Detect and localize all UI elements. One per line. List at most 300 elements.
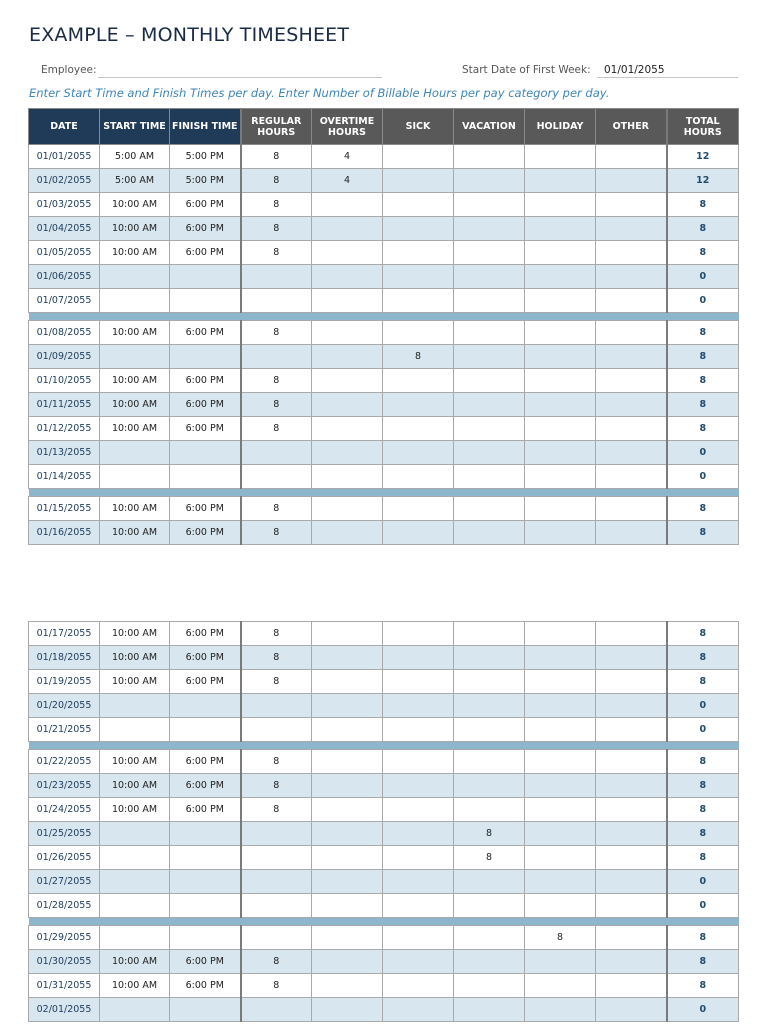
- regular-hours-cell[interactable]: [241, 926, 312, 950]
- start-time-cell[interactable]: [100, 718, 170, 742]
- holiday-cell[interactable]: [525, 694, 596, 718]
- start-time-cell[interactable]: 10:00 AM: [100, 750, 170, 774]
- vacation-cell[interactable]: [454, 750, 525, 774]
- overtime-hours-cell[interactable]: [312, 670, 383, 694]
- regular-hours-cell[interactable]: 8: [241, 145, 312, 169]
- finish-time-cell[interactable]: 6:00 PM: [170, 774, 241, 798]
- regular-hours-cell[interactable]: 8: [241, 193, 312, 217]
- holiday-cell[interactable]: [525, 369, 596, 393]
- other-cell[interactable]: [596, 974, 667, 998]
- regular-hours-cell[interactable]: 8: [241, 750, 312, 774]
- vacation-cell[interactable]: [454, 774, 525, 798]
- start-time-cell[interactable]: 10:00 AM: [100, 798, 170, 822]
- finish-time-cell[interactable]: 6:00 PM: [170, 974, 241, 998]
- start-time-cell[interactable]: 5:00 AM: [100, 169, 170, 193]
- regular-hours-cell[interactable]: [241, 870, 312, 894]
- table-row: [29, 670, 739, 694]
- date-cell: 01/22/2055: [29, 750, 100, 774]
- finish-time-cell[interactable]: [170, 822, 241, 846]
- regular-hours-cell[interactable]: 8: [241, 321, 312, 345]
- overtime-hours-cell[interactable]: [312, 217, 383, 241]
- vacation-cell[interactable]: [454, 521, 525, 545]
- overtime-hours-cell[interactable]: [312, 622, 383, 646]
- regular-hours-cell[interactable]: 8: [241, 497, 312, 521]
- vacation-cell[interactable]: [454, 670, 525, 694]
- vacation-cell[interactable]: [454, 217, 525, 241]
- holiday-cell[interactable]: [525, 846, 596, 870]
- total-hours-cell: 8: [667, 622, 739, 646]
- vacation-cell[interactable]: [454, 998, 525, 1022]
- regular-hours-cell[interactable]: [241, 465, 312, 489]
- holiday-cell[interactable]: [525, 217, 596, 241]
- sick-cell[interactable]: [383, 217, 454, 241]
- holiday-cell[interactable]: [525, 670, 596, 694]
- other-cell[interactable]: [596, 289, 667, 313]
- holiday-cell[interactable]: [525, 345, 596, 369]
- holiday-cell[interactable]: [525, 750, 596, 774]
- overtime-hours-cell[interactable]: [312, 417, 383, 441]
- total-hours-cell: 0: [667, 465, 739, 489]
- holiday-cell[interactable]: [525, 822, 596, 846]
- vacation-cell[interactable]: [454, 622, 525, 646]
- vacation-cell[interactable]: [454, 169, 525, 193]
- regular-hours-cell[interactable]: [241, 998, 312, 1022]
- other-cell[interactable]: [596, 670, 667, 694]
- overtime-hours-cell[interactable]: [312, 822, 383, 846]
- employee-field[interactable]: [98, 77, 382, 78]
- finish-time-cell[interactable]: 6:00 PM: [170, 193, 241, 217]
- total-hours-cell: 8: [667, 369, 739, 393]
- finish-time-cell[interactable]: 6:00 PM: [170, 217, 241, 241]
- header-date: DATE: [29, 109, 100, 145]
- table-row: [29, 694, 739, 718]
- finish-time-cell[interactable]: 6:00 PM: [170, 521, 241, 545]
- regular-hours-cell[interactable]: 8: [241, 798, 312, 822]
- other-cell[interactable]: [596, 465, 667, 489]
- vacation-cell[interactable]: [454, 321, 525, 345]
- start-date-underline: [597, 77, 738, 78]
- regular-hours-cell[interactable]: [241, 265, 312, 289]
- start-time-cell[interactable]: 10:00 AM: [100, 369, 170, 393]
- table-row: [29, 774, 739, 798]
- date-cell: 01/17/2055: [29, 622, 100, 646]
- finish-time-cell[interactable]: 5:00 PM: [170, 145, 241, 169]
- finish-time-cell[interactable]: 6:00 PM: [170, 417, 241, 441]
- sick-cell[interactable]: [383, 774, 454, 798]
- start-time-cell[interactable]: 10:00 AM: [100, 646, 170, 670]
- start-time-cell[interactable]: 10:00 AM: [100, 950, 170, 974]
- sick-cell[interactable]: [383, 265, 454, 289]
- holiday-cell[interactable]: [525, 169, 596, 193]
- sick-cell[interactable]: [383, 241, 454, 265]
- start-time-cell[interactable]: 10:00 AM: [100, 393, 170, 417]
- start-time-cell[interactable]: [100, 870, 170, 894]
- table-row: [29, 822, 739, 846]
- other-cell[interactable]: [596, 870, 667, 894]
- sick-cell[interactable]: [383, 289, 454, 313]
- overtime-hours-cell[interactable]: [312, 321, 383, 345]
- overtime-hours-cell[interactable]: [312, 870, 383, 894]
- other-cell[interactable]: [596, 441, 667, 465]
- finish-time-cell[interactable]: [170, 289, 241, 313]
- holiday-cell[interactable]: [525, 265, 596, 289]
- regular-hours-cell[interactable]: 8: [241, 393, 312, 417]
- date-cell: 01/30/2055: [29, 950, 100, 974]
- other-cell[interactable]: [596, 265, 667, 289]
- start-time-cell[interactable]: [100, 998, 170, 1022]
- holiday-cell[interactable]: [525, 521, 596, 545]
- overtime-hours-cell[interactable]: [312, 926, 383, 950]
- total-hours-cell: 8: [667, 497, 739, 521]
- other-cell[interactable]: [596, 622, 667, 646]
- table-row: [29, 321, 739, 345]
- start-time-cell[interactable]: 10:00 AM: [100, 217, 170, 241]
- finish-time-cell[interactable]: 5:00 PM: [170, 169, 241, 193]
- start-time-cell[interactable]: [100, 289, 170, 313]
- holiday-cell[interactable]: [525, 465, 596, 489]
- vacation-cell[interactable]: [454, 193, 525, 217]
- other-cell[interactable]: [596, 369, 667, 393]
- table-row: [29, 465, 739, 489]
- start-time-cell[interactable]: 10:00 AM: [100, 774, 170, 798]
- overtime-hours-cell[interactable]: [312, 289, 383, 313]
- finish-time-cell[interactable]: [170, 894, 241, 918]
- holiday-cell[interactable]: [525, 998, 596, 1022]
- regular-hours-cell[interactable]: 8: [241, 417, 312, 441]
- holiday-cell[interactable]: [525, 497, 596, 521]
- overtime-hours-cell[interactable]: [312, 694, 383, 718]
- sick-cell[interactable]: [383, 417, 454, 441]
- week-separator: [29, 313, 739, 321]
- sick-cell[interactable]: [383, 193, 454, 217]
- other-cell[interactable]: [596, 393, 667, 417]
- regular-hours-cell[interactable]: 8: [241, 521, 312, 545]
- sick-cell[interactable]: [383, 497, 454, 521]
- sick-cell[interactable]: [383, 646, 454, 670]
- overtime-hours-cell[interactable]: [312, 846, 383, 870]
- date-cell: 01/31/2055: [29, 974, 100, 998]
- finish-time-cell[interactable]: [170, 926, 241, 950]
- vacation-cell[interactable]: 8: [454, 822, 525, 846]
- finish-time-cell[interactable]: 6:00 PM: [170, 369, 241, 393]
- date-cell: 01/03/2055: [29, 193, 100, 217]
- holiday-cell[interactable]: [525, 289, 596, 313]
- total-hours-cell: 8: [667, 926, 739, 950]
- total-hours-cell: 8: [667, 646, 739, 670]
- date-cell: 01/23/2055: [29, 774, 100, 798]
- finish-time-cell[interactable]: 6:00 PM: [170, 798, 241, 822]
- overtime-hours-cell[interactable]: [312, 497, 383, 521]
- start-time-cell[interactable]: [100, 846, 170, 870]
- start-time-cell[interactable]: 10:00 AM: [100, 670, 170, 694]
- other-cell[interactable]: [596, 345, 667, 369]
- other-cell[interactable]: [596, 998, 667, 1022]
- sick-cell[interactable]: [383, 622, 454, 646]
- regular-hours-cell[interactable]: [241, 289, 312, 313]
- other-cell[interactable]: [596, 217, 667, 241]
- finish-time-cell[interactable]: 6:00 PM: [170, 670, 241, 694]
- holiday-cell[interactable]: [525, 193, 596, 217]
- overtime-hours-cell[interactable]: 4: [312, 145, 383, 169]
- overtime-hours-cell[interactable]: [312, 521, 383, 545]
- finish-time-cell[interactable]: [170, 265, 241, 289]
- date-cell: 01/28/2055: [29, 894, 100, 918]
- start-time-cell[interactable]: 10:00 AM: [100, 622, 170, 646]
- other-cell[interactable]: [596, 950, 667, 974]
- vacation-cell[interactable]: [454, 241, 525, 265]
- vacation-cell[interactable]: [454, 345, 525, 369]
- table-row: [29, 926, 739, 950]
- finish-time-cell[interactable]: [170, 998, 241, 1022]
- start-time-cell[interactable]: 10:00 AM: [100, 974, 170, 998]
- sick-cell[interactable]: [383, 822, 454, 846]
- other-cell[interactable]: [596, 169, 667, 193]
- start-time-cell[interactable]: [100, 265, 170, 289]
- date-cell: 01/15/2055: [29, 497, 100, 521]
- start-time-cell[interactable]: 10:00 AM: [100, 321, 170, 345]
- table-row: [29, 217, 739, 241]
- start-time-cell[interactable]: 10:00 AM: [100, 521, 170, 545]
- holiday-cell[interactable]: [525, 393, 596, 417]
- overtime-hours-cell[interactable]: [312, 798, 383, 822]
- sick-cell[interactable]: [383, 750, 454, 774]
- sick-cell[interactable]: 8: [383, 345, 454, 369]
- other-cell[interactable]: [596, 822, 667, 846]
- start-time-cell[interactable]: [100, 345, 170, 369]
- start-time-cell[interactable]: 10:00 AM: [100, 241, 170, 265]
- vacation-cell[interactable]: [454, 265, 525, 289]
- vacation-cell[interactable]: [454, 646, 525, 670]
- holiday-cell[interactable]: [525, 417, 596, 441]
- other-cell[interactable]: [596, 321, 667, 345]
- sick-cell[interactable]: [383, 369, 454, 393]
- finish-time-cell[interactable]: [170, 465, 241, 489]
- start-time-cell[interactable]: [100, 441, 170, 465]
- start-time-cell[interactable]: 10:00 AM: [100, 497, 170, 521]
- start-time-cell[interactable]: [100, 465, 170, 489]
- regular-hours-cell[interactable]: 8: [241, 369, 312, 393]
- sick-cell[interactable]: [383, 950, 454, 974]
- sick-cell[interactable]: [383, 894, 454, 918]
- other-cell[interactable]: [596, 798, 667, 822]
- overtime-hours-cell[interactable]: [312, 718, 383, 742]
- vacation-cell[interactable]: [454, 870, 525, 894]
- vacation-cell[interactable]: [454, 393, 525, 417]
- overtime-hours-cell[interactable]: [312, 345, 383, 369]
- other-cell[interactable]: [596, 241, 667, 265]
- start-time-cell[interactable]: [100, 822, 170, 846]
- overtime-hours-cell[interactable]: [312, 998, 383, 1022]
- overtime-hours-cell[interactable]: [312, 950, 383, 974]
- header-regular-hours: REGULAR HOURS: [241, 109, 312, 145]
- regular-hours-cell[interactable]: [241, 345, 312, 369]
- regular-hours-cell[interactable]: [241, 822, 312, 846]
- header-total-hours: TOTAL HOURS: [667, 109, 739, 145]
- total-hours-cell: 8: [667, 321, 739, 345]
- sick-cell[interactable]: [383, 718, 454, 742]
- holiday-cell[interactable]: [525, 974, 596, 998]
- vacation-cell[interactable]: [454, 974, 525, 998]
- regular-hours-cell[interactable]: [241, 441, 312, 465]
- overtime-hours-cell[interactable]: [312, 774, 383, 798]
- other-cell[interactable]: [596, 894, 667, 918]
- sick-cell[interactable]: [383, 169, 454, 193]
- sick-cell[interactable]: [383, 393, 454, 417]
- week-separator: [29, 918, 739, 926]
- finish-time-cell[interactable]: 6:00 PM: [170, 622, 241, 646]
- start-time-cell[interactable]: 10:00 AM: [100, 417, 170, 441]
- sick-cell[interactable]: [383, 145, 454, 169]
- holiday-cell[interactable]: 8: [525, 926, 596, 950]
- vacation-cell[interactable]: [454, 718, 525, 742]
- holiday-cell[interactable]: [525, 145, 596, 169]
- holiday-cell[interactable]: [525, 718, 596, 742]
- finish-time-cell[interactable]: 6:00 PM: [170, 750, 241, 774]
- other-cell[interactable]: [596, 521, 667, 545]
- total-hours-cell: 8: [667, 774, 739, 798]
- holiday-cell[interactable]: [525, 646, 596, 670]
- overtime-hours-cell[interactable]: [312, 441, 383, 465]
- finish-time-cell[interactable]: [170, 345, 241, 369]
- overtime-hours-cell[interactable]: [312, 974, 383, 998]
- finish-time-cell[interactable]: 6:00 PM: [170, 950, 241, 974]
- vacation-cell[interactable]: [454, 417, 525, 441]
- finish-time-cell[interactable]: [170, 718, 241, 742]
- regular-hours-cell[interactable]: [241, 846, 312, 870]
- regular-hours-cell[interactable]: 8: [241, 646, 312, 670]
- start-time-cell[interactable]: 10:00 AM: [100, 193, 170, 217]
- vacation-cell[interactable]: [454, 289, 525, 313]
- vacation-cell[interactable]: [454, 369, 525, 393]
- other-cell[interactable]: [596, 846, 667, 870]
- start-time-cell[interactable]: [100, 694, 170, 718]
- date-cell: 01/25/2055: [29, 822, 100, 846]
- sick-cell[interactable]: [383, 321, 454, 345]
- vacation-cell[interactable]: [454, 465, 525, 489]
- regular-hours-cell[interactable]: [241, 718, 312, 742]
- date-cell: 01/08/2055: [29, 321, 100, 345]
- holiday-cell[interactable]: [525, 870, 596, 894]
- regular-hours-cell[interactable]: 8: [241, 217, 312, 241]
- finish-time-cell[interactable]: 6:00 PM: [170, 646, 241, 670]
- finish-time-cell[interactable]: 6:00 PM: [170, 241, 241, 265]
- holiday-cell[interactable]: [525, 894, 596, 918]
- sick-cell[interactable]: [383, 465, 454, 489]
- sick-cell[interactable]: [383, 926, 454, 950]
- start-time-cell[interactable]: 5:00 AM: [100, 145, 170, 169]
- date-cell: 01/19/2055: [29, 670, 100, 694]
- regular-hours-cell[interactable]: [241, 894, 312, 918]
- overtime-hours-cell[interactable]: [312, 465, 383, 489]
- regular-hours-cell[interactable]: 8: [241, 670, 312, 694]
- table-row: [29, 646, 739, 670]
- regular-hours-cell[interactable]: 8: [241, 950, 312, 974]
- sick-cell[interactable]: [383, 870, 454, 894]
- start-time-cell[interactable]: [100, 926, 170, 950]
- regular-hours-cell[interactable]: 8: [241, 974, 312, 998]
- finish-time-cell[interactable]: 6:00 PM: [170, 393, 241, 417]
- sick-cell[interactable]: [383, 441, 454, 465]
- sick-cell[interactable]: [383, 694, 454, 718]
- overtime-hours-cell[interactable]: [312, 241, 383, 265]
- date-cell: 01/04/2055: [29, 217, 100, 241]
- finish-time-cell[interactable]: [170, 694, 241, 718]
- vacation-cell[interactable]: 8: [454, 846, 525, 870]
- overtime-hours-cell[interactable]: [312, 894, 383, 918]
- vacation-cell[interactable]: [454, 798, 525, 822]
- sick-cell[interactable]: [383, 846, 454, 870]
- vacation-cell[interactable]: [454, 441, 525, 465]
- regular-hours-cell[interactable]: 8: [241, 774, 312, 798]
- regular-hours-cell[interactable]: 8: [241, 241, 312, 265]
- vacation-cell[interactable]: [454, 694, 525, 718]
- other-cell[interactable]: [596, 193, 667, 217]
- holiday-cell[interactable]: [525, 241, 596, 265]
- overtime-hours-cell[interactable]: [312, 750, 383, 774]
- other-cell[interactable]: [596, 750, 667, 774]
- vacation-cell[interactable]: [454, 950, 525, 974]
- other-cell[interactable]: [596, 774, 667, 798]
- holiday-cell[interactable]: [525, 321, 596, 345]
- overtime-hours-cell[interactable]: [312, 265, 383, 289]
- total-hours-cell: 8: [667, 241, 739, 265]
- finish-time-cell[interactable]: 6:00 PM: [170, 321, 241, 345]
- finish-time-cell[interactable]: [170, 441, 241, 465]
- finish-time-cell[interactable]: 6:00 PM: [170, 497, 241, 521]
- start-date-field[interactable]: 01/01/2055: [604, 64, 665, 76]
- overtime-hours-cell[interactable]: [312, 646, 383, 670]
- holiday-cell[interactable]: [525, 798, 596, 822]
- finish-time-cell[interactable]: [170, 846, 241, 870]
- table-row: [29, 718, 739, 742]
- other-cell[interactable]: [596, 718, 667, 742]
- total-hours-cell: 8: [667, 950, 739, 974]
- sick-cell[interactable]: [383, 974, 454, 998]
- overtime-hours-cell[interactable]: 4: [312, 169, 383, 193]
- regular-hours-cell[interactable]: [241, 694, 312, 718]
- vacation-cell[interactable]: [454, 497, 525, 521]
- other-cell[interactable]: [596, 497, 667, 521]
- other-cell[interactable]: [596, 145, 667, 169]
- other-cell[interactable]: [596, 646, 667, 670]
- finish-time-cell[interactable]: [170, 870, 241, 894]
- date-cell: 01/05/2055: [29, 241, 100, 265]
- vacation-cell[interactable]: [454, 894, 525, 918]
- sick-cell[interactable]: [383, 521, 454, 545]
- overtime-hours-cell[interactable]: [312, 193, 383, 217]
- overtime-hours-cell[interactable]: [312, 369, 383, 393]
- sick-cell[interactable]: [383, 798, 454, 822]
- other-cell[interactable]: [596, 417, 667, 441]
- sick-cell[interactable]: [383, 670, 454, 694]
- holiday-cell[interactable]: [525, 774, 596, 798]
- holiday-cell[interactable]: [525, 622, 596, 646]
- date-cell: 01/07/2055: [29, 289, 100, 313]
- start-time-cell[interactable]: [100, 894, 170, 918]
- other-cell[interactable]: [596, 926, 667, 950]
- total-hours-cell: 8: [667, 521, 739, 545]
- total-hours-cell: 8: [667, 345, 739, 369]
- vacation-cell[interactable]: [454, 145, 525, 169]
- holiday-cell[interactable]: [525, 950, 596, 974]
- regular-hours-cell[interactable]: 8: [241, 622, 312, 646]
- other-cell[interactable]: [596, 694, 667, 718]
- overtime-hours-cell[interactable]: [312, 393, 383, 417]
- holiday-cell[interactable]: [525, 441, 596, 465]
- regular-hours-cell[interactable]: 8: [241, 169, 312, 193]
- sick-cell[interactable]: [383, 998, 454, 1022]
- vacation-cell[interactable]: [454, 926, 525, 950]
